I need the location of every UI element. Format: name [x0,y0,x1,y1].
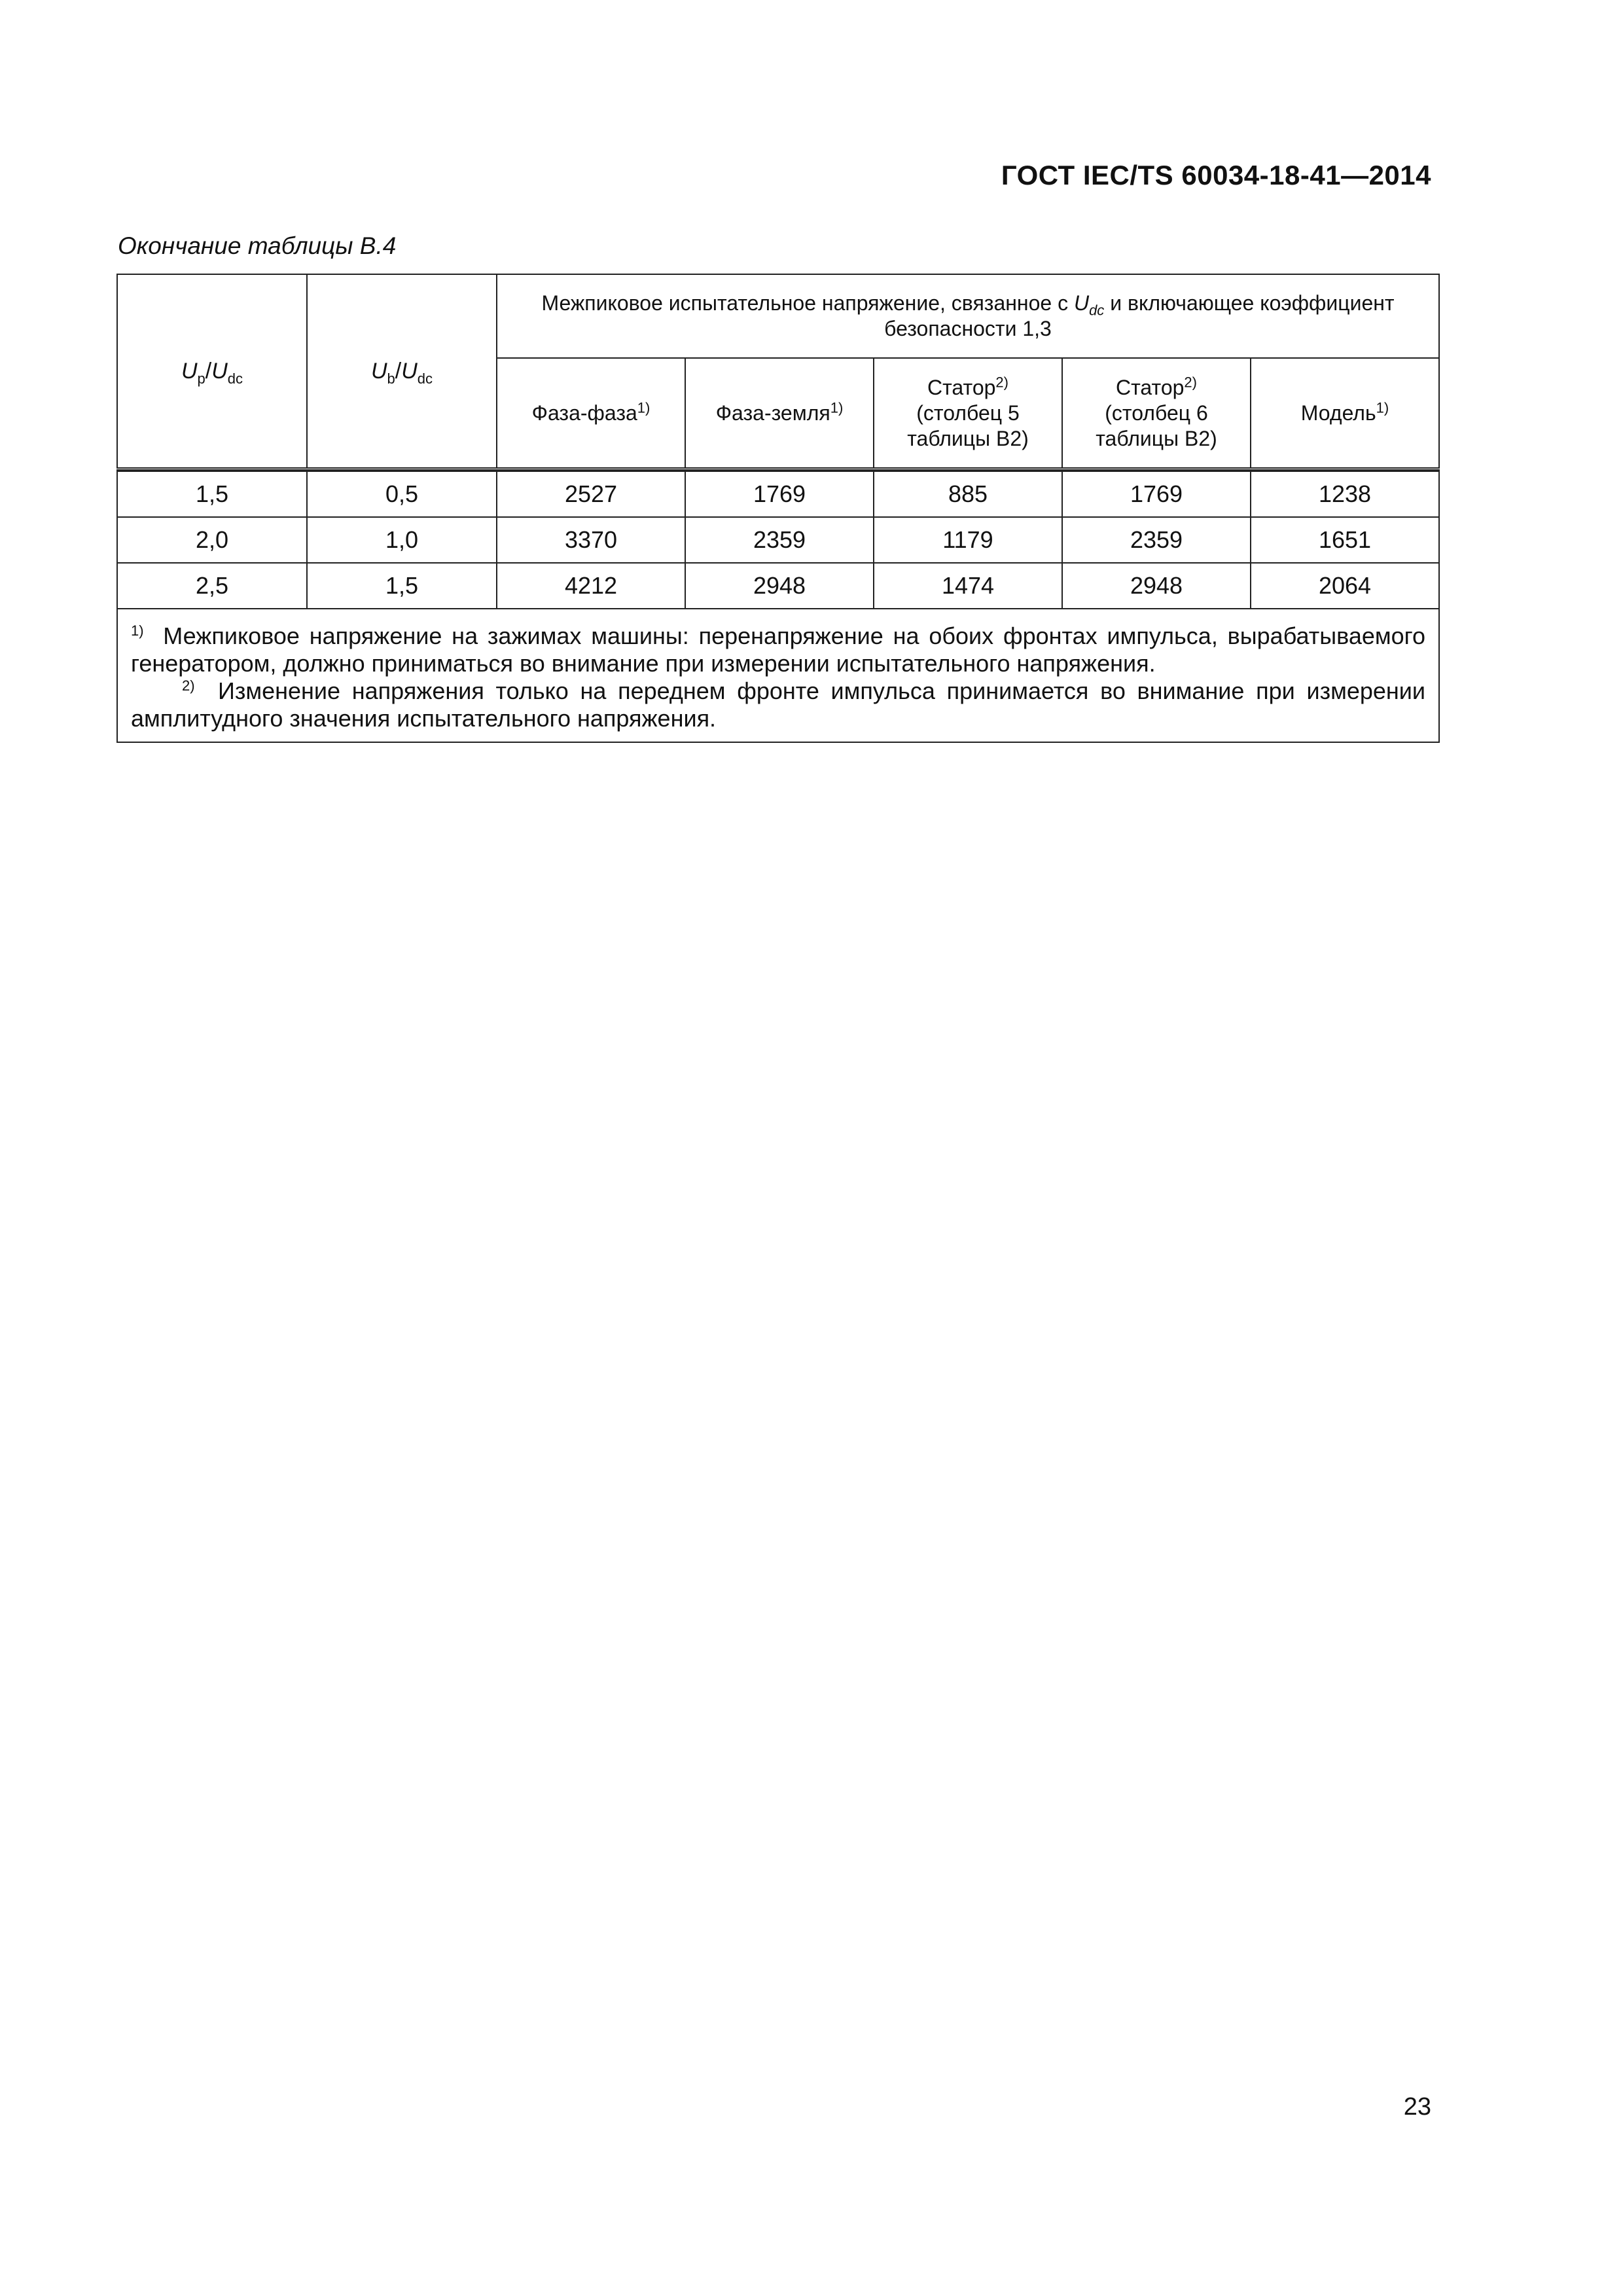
group-header-symbol: U [1073,291,1090,315]
subheader-phase-phase [497,358,685,469]
table-cell: 2948 [1062,563,1251,609]
symbol-udc-sub: dc [417,370,433,387]
column-header-ub-udc [307,274,497,469]
subheader-model [1251,358,1439,469]
table-footnotes [117,609,1439,742]
table-cell: 1474 [874,563,1062,609]
document-header: ГОСТ IEC/TS 60034-18-41—2014 [1001,160,1431,190]
subheader-text: Статор [1116,375,1185,399]
page-number: 23 [1403,2093,1431,2121]
symbol-ub-sub: b [387,370,395,387]
slash: / [205,358,212,384]
subheader-phase-ground [685,358,874,469]
data-table [116,274,1440,743]
footnote-ref: 1) [1376,399,1389,416]
table-cell: 1,0 [307,517,497,563]
footnote-ref: 1) [830,399,844,416]
symbol-ub: U [370,358,387,384]
table-cell: 4212 [497,563,685,609]
symbol-up: U [181,358,198,384]
table-row [117,563,1439,609]
subheader-stator-col5 [874,358,1062,469]
table-cell: 1238 [1251,471,1439,517]
table-cell: 1769 [1062,471,1251,517]
symbol-udc-sub: dc [227,370,243,387]
symbol-udc: U [401,358,418,384]
subheader-stator-col6 [1062,358,1251,469]
footnote-ref: 2) [1184,373,1197,390]
group-header-symbol-sub: dc [1089,302,1105,319]
table-cell: 2359 [685,517,874,563]
table-cell: 2948 [685,563,874,609]
group-header-text: Межпиковое испытательное напряжение, связанное с [541,291,1074,315]
subheader-text: Фаза-земля [715,401,830,425]
subheader-text: Модель [1300,401,1376,425]
table-cell: 0,5 [307,471,497,517]
subheader-line2: (столбец 6 [1105,401,1208,425]
table-caption: Окончание таблицы В.4 [118,232,397,259]
table-cell: 2359 [1062,517,1251,563]
footnote-text: Изменение напряжения только на переднем фронте импульса принимается во внимание при измерении амплитудного значения испытательного напряжения. [131,677,1425,732]
table-cell: 3370 [497,517,685,563]
footnote-ref: 1) [637,399,651,416]
footnote-ref: 2) [995,373,1008,390]
footnote-mark: 2) [182,677,195,694]
table-cell: 1769 [685,471,874,517]
table-cell: 1179 [874,517,1062,563]
table-cell: 2,0 [117,517,307,563]
footnote-text: Межпиковое напряжение на зажимах машины: перенапряжение на обоих фронтах импульса, вырабатываемого генератором, должно приниматься во внимание при измерении испытательного напряжения. [131,622,1425,677]
subheader-line3: таблицы В2) [1096,426,1217,450]
column-header-up-udc [117,274,307,469]
table-cell: 2,5 [117,563,307,609]
slash: / [395,358,402,384]
table-cell: 2064 [1251,563,1439,609]
footnote-1 [131,622,1425,677]
subheader-line3: таблицы В2) [907,426,1029,450]
footnote-2 [131,677,1425,732]
symbol-up-sub: p [197,370,205,387]
table-cell: 1,5 [117,471,307,517]
table-row [117,517,1439,563]
subheader-text: Фаза-фаза [531,401,637,425]
footnote-mark: 1) [131,622,144,639]
table-cell: 1651 [1251,517,1439,563]
table-cell: 2527 [497,471,685,517]
subheader-line2: (столбец 5 [916,401,1020,425]
subheader-text: Статор [927,375,996,399]
group-header [497,274,1439,358]
table-cell: 1,5 [307,563,497,609]
group-header-text-end: и включающее коэффициент безопасности 1,3 [884,291,1395,340]
table-cell: 885 [874,471,1062,517]
symbol-udc: U [211,358,228,384]
table-row [117,471,1439,517]
